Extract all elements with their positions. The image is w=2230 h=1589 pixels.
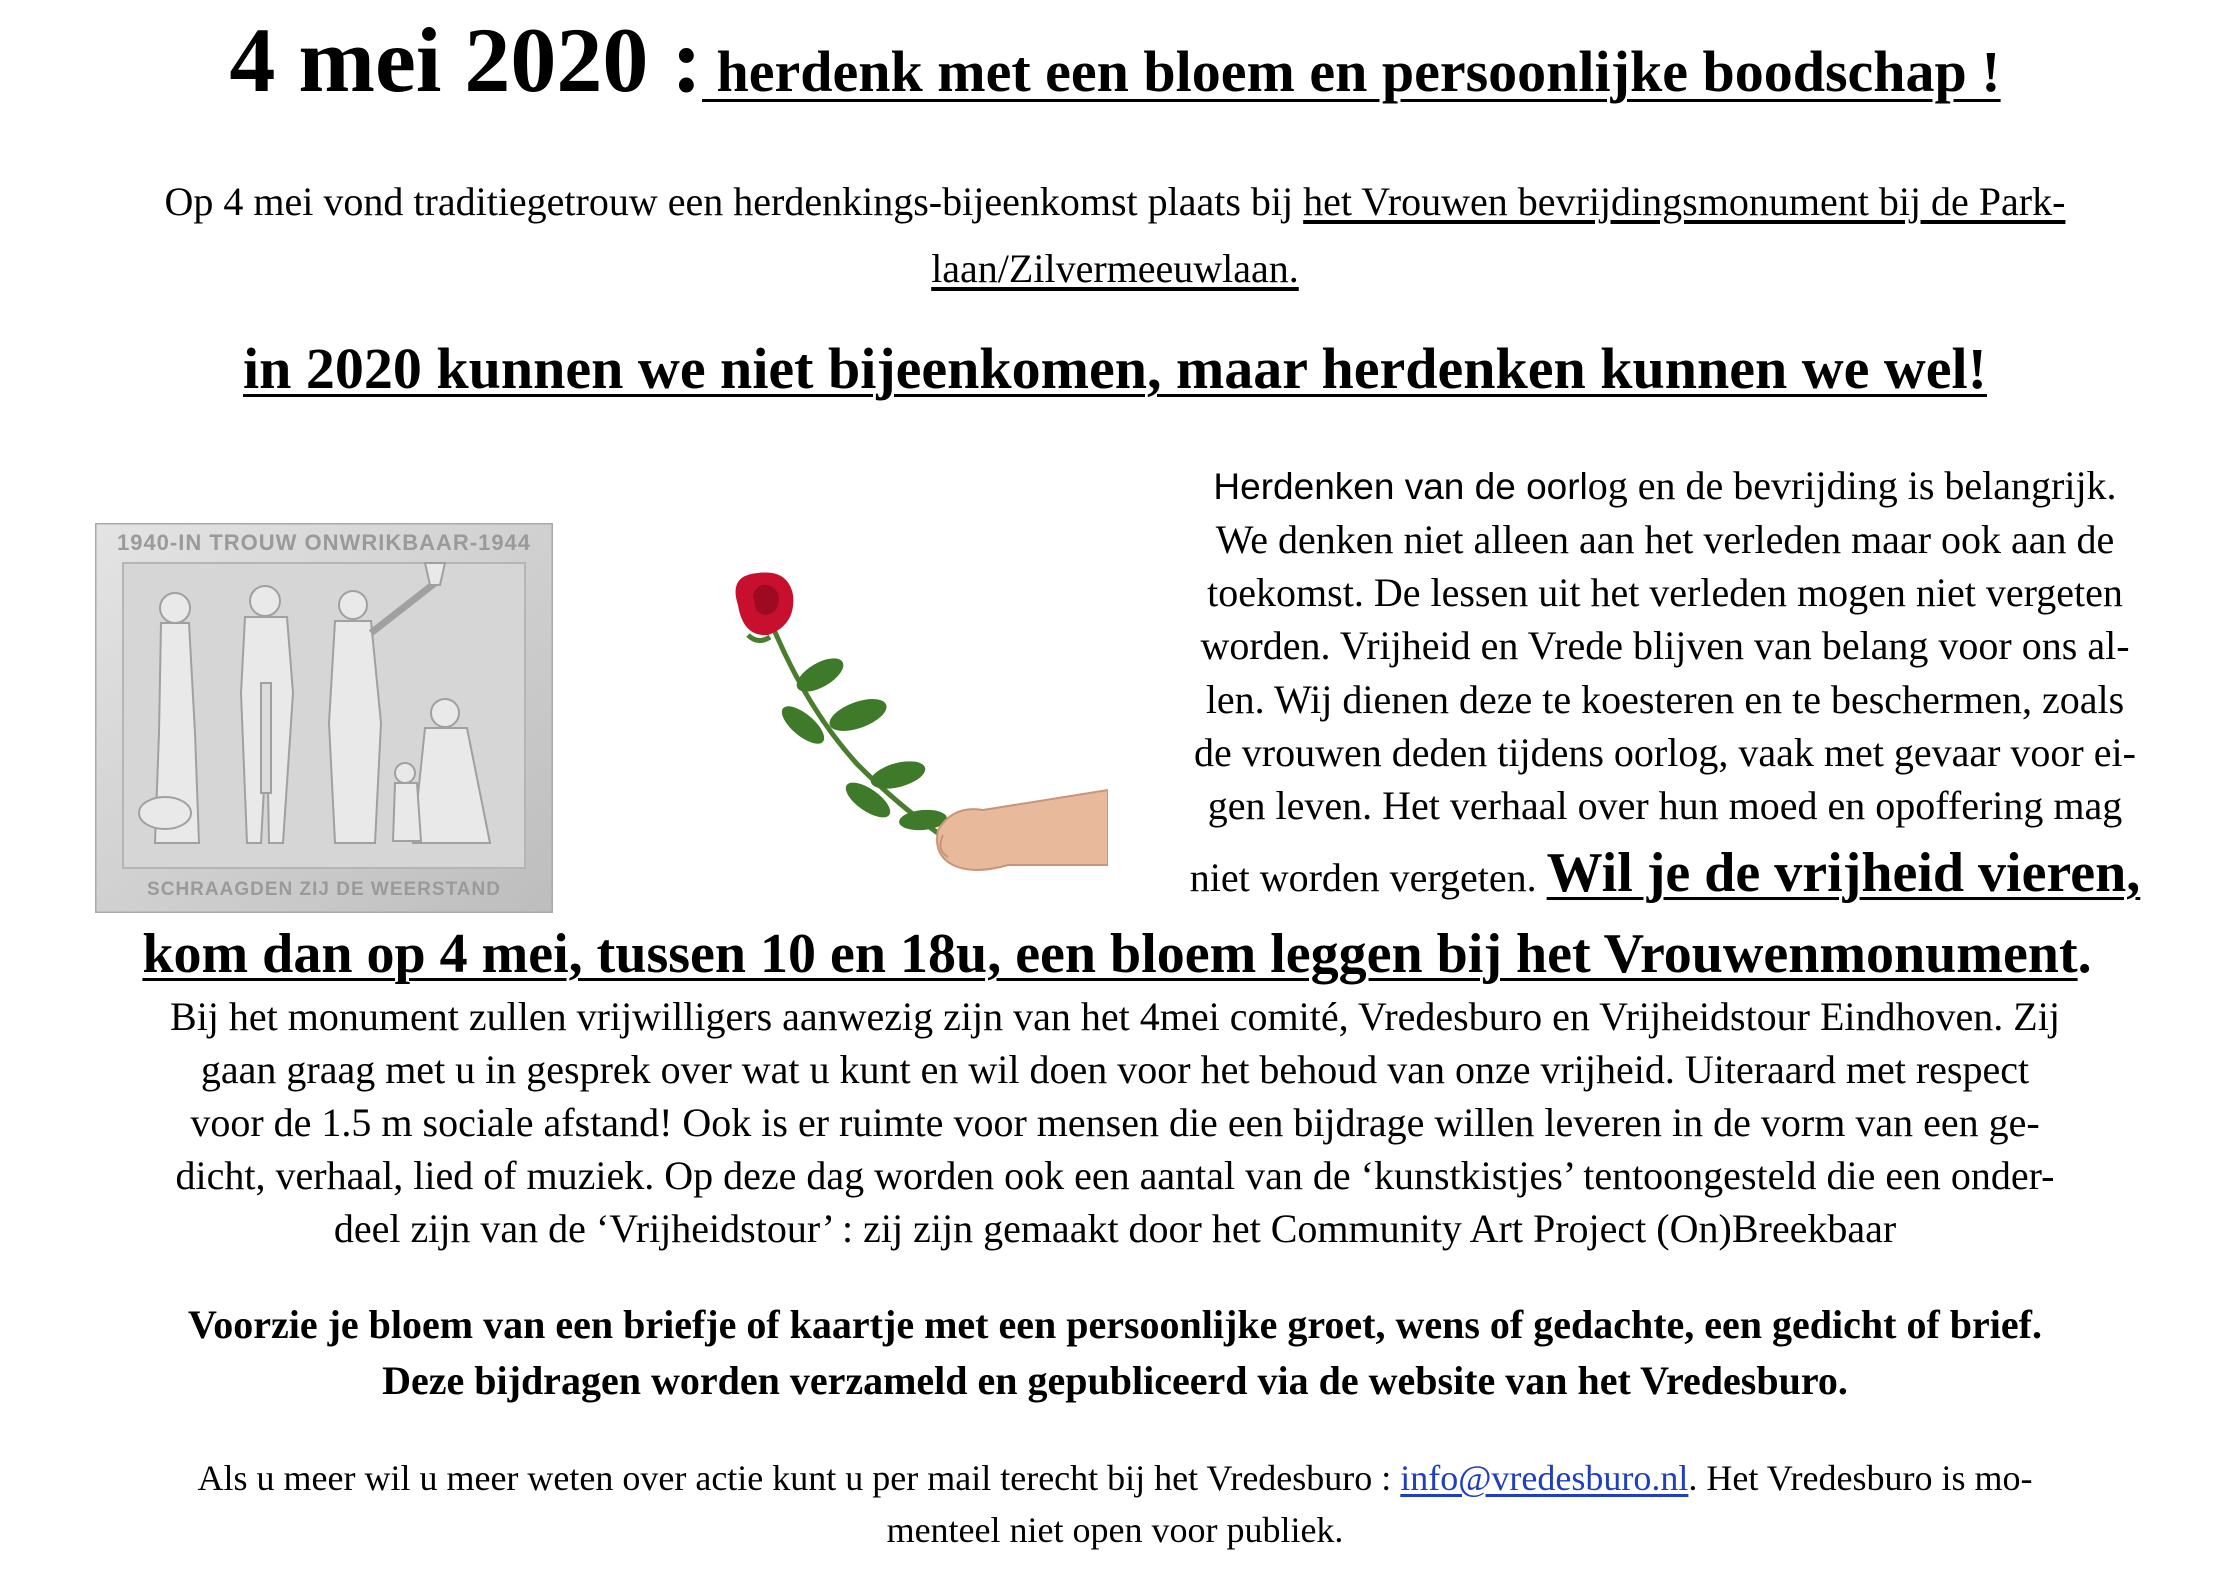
right-line-8 [1100, 838, 2230, 913]
sub-heading: in 2020 kunnen we niet bijeenkomen, maar herdenken kunnen we wel! [243, 336, 1987, 401]
contact-prefix: Als u meer wil u meer weten over actie kunt u per mail terecht bij het Vredesburo : [197, 1458, 1401, 1498]
title-date: 4 mei 2020 : [229, 9, 703, 111]
monument-line: dicht, verhaal, lied of muziek. Op deze dag worden ook een aantal van de ‘kunstkistjes’ tentoongesteld die een onder- [175, 1153, 2055, 1198]
right-line-3: toekomst. De lessen uit het verleden mogen niet vergeten [1207, 570, 2123, 615]
monument-relief-image [95, 523, 553, 913]
right-line-6: de vrouwen deden tijdens oorlog, vaak met gevaar voor ei- [1194, 730, 2136, 775]
monument-location-link-cont[interactable]: laan/Zilvermeeuwlaan. [931, 246, 1299, 291]
right-line-5: len. Wij dienen deze te koesteren en te beschermen, zoals [1205, 677, 2125, 722]
page-title [0, 9, 2230, 111]
intro-line-2 [0, 235, 2230, 302]
relief-top-inscription: 1940-IN TROUW ONWRIKBAAR-1944 [116, 530, 532, 555]
cta-line-1: Voorzie je bloem van een briefje of kaartje met een persoonlijke groet, wens of gedachte, een gedicht of brief. [188, 1302, 2042, 1347]
rose-bloom [736, 572, 794, 640]
monument-line: deel zijn van de ‘Vrijheidstour’ : zij zijn gemaakt door het Community Art Project (On)Breekbaar [333, 1206, 1897, 1251]
monument-location-link[interactable]: het Vrouwen bevrijdingsmonument bij de Park- [1303, 179, 2066, 224]
right-line-2: We denken niet alleen aan het verleden maar ook aan de [1215, 517, 2115, 562]
contact-suffix: . Het Vredesburo is mo- [1688, 1458, 2033, 1498]
cta-line-2: Deze bijdragen worden verzameld en gepubliceerd via de website van het Vredesburo. [382, 1358, 1848, 1403]
flower-invitation-heading [12, 922, 2222, 986]
monument-line: gaan graag met u in gesprek over wat u kunt en wil doen voor het behoud van onze vrijheid. Uiteraard met respect [200, 1047, 2030, 1092]
right-line-4: worden. Vrijheid en Vrede blijven van belang voor ons al- [1200, 623, 2130, 668]
right-line-1 [1100, 459, 2230, 513]
contact-line-1 [0, 1452, 2230, 1504]
intro-line-1 [0, 168, 2230, 235]
relief-bottom-inscription: SCHRAAGDEN ZIJ DE WEERSTAND [147, 879, 501, 900]
right-line-1-sans: Herdenken van de oorl [1213, 466, 1588, 507]
contact-line-2: menteel niet open voor publiek. [886, 1510, 1344, 1550]
right-line-7: gen leven. Het verhaal over hun moed en opoffering mag [1207, 783, 2123, 828]
celebrate-freedom-heading: Wil je de vrijheid vieren, [1546, 842, 2141, 904]
right-line-8-text: niet worden vergeten. [1189, 855, 1547, 900]
rose-in-hand-image [708, 565, 1108, 885]
title-subtitle: herdenk met een bloem en persoonlijke boodschap ! [702, 39, 2001, 104]
email-link[interactable]: info@vredesburo.nl [1400, 1458, 1689, 1498]
monument-line: Bij het monument zullen vrijwilligers aanwezig zijn van het 4mei comité, Vredesburo en Vrijheidstour Eindhoven. Zij [170, 994, 2060, 1039]
hand [937, 790, 1108, 870]
intro-paragraph [0, 168, 2230, 302]
rose-leaves [776, 652, 948, 832]
flower-invitation-text: kom dan op 4 mei, tussen 10 en 18u, een bloem leggen bij het Vrouwenmonument [142, 923, 2078, 985]
call-to-action [0, 1297, 2230, 1409]
contact-info [0, 1452, 2230, 1556]
flower-invitation-period: . [2077, 923, 2092, 985]
right-line-1-rest: og en de bevrijding is belangrijk. [1587, 463, 2117, 508]
intro-text: Op 4 mei vond traditiegetrouw een herdenkings-bijeenkomst plaats bij [164, 179, 1304, 224]
monument-paragraph [12, 990, 2218, 1255]
monument-line: voor de 1.5 m sociale afstand! Ook is er ruimte voor mensen die een bijdrage willen leveren in de vorm van een ge- [190, 1100, 2040, 1145]
